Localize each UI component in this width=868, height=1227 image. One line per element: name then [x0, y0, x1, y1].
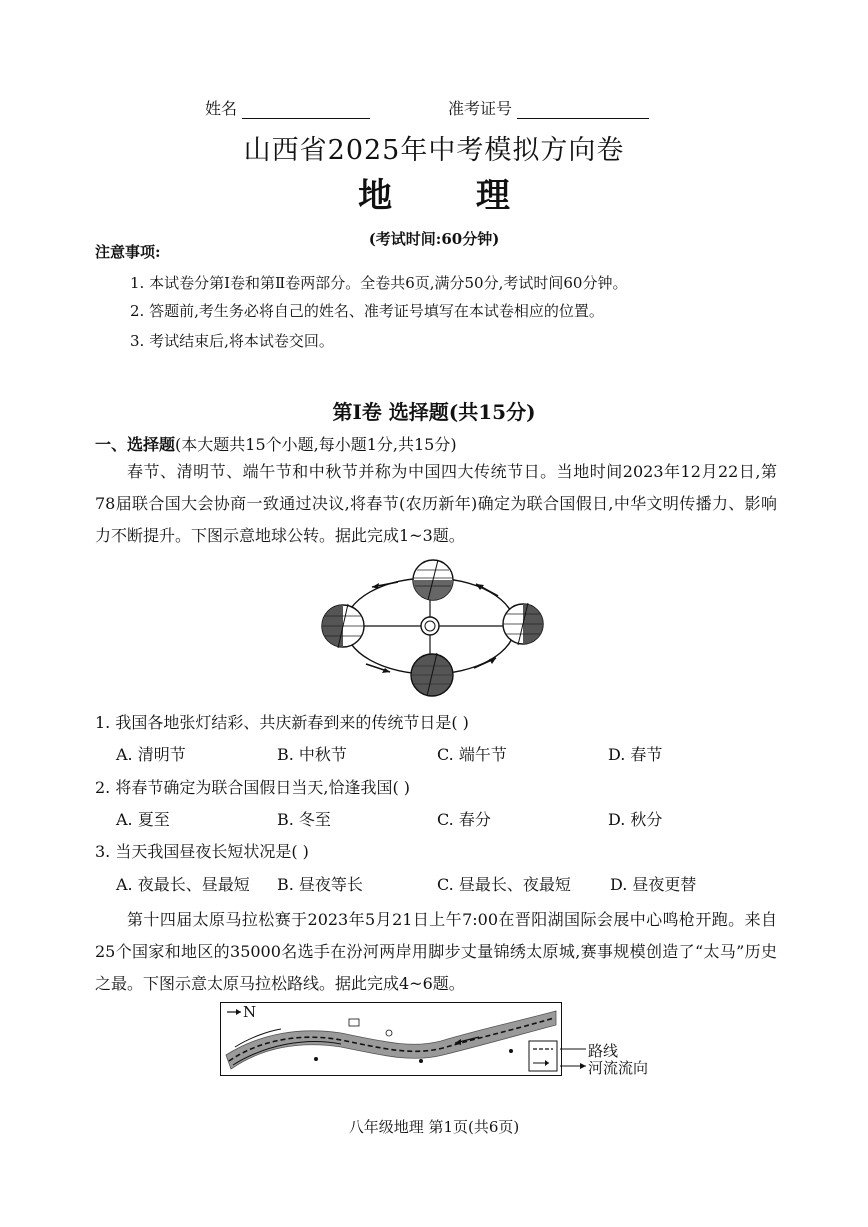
passage-2: 第十四届太原马拉松赛于2023年5月21日上午7:00在晋阳湖国际会展中心鸣枪开跑。来自25个国家和地区的35000名选手在汾河两岸用脚步丈量锦绣太原城,赛事规模创造了“太马”历史之最。下图示意太原马拉松路线。据此完成4~6题。 — [95, 910, 777, 993]
legend-leader-lines — [560, 1040, 588, 1080]
option: A. 夜最长、昼最短 — [116, 875, 250, 894]
notes-heading: 注意事项: — [95, 243, 161, 261]
earth-orbit-diagram — [310, 548, 550, 700]
option: A. 夏至 — [116, 810, 170, 829]
option: B. 昼夜等长 — [277, 875, 363, 894]
question-1-options — [116, 742, 662, 765]
earth-icon — [322, 604, 364, 648]
question-2-stem: 2. 将春节确定为联合国假日当天,恰逢我国( ) — [95, 778, 411, 797]
marathon-route-map — [220, 1002, 562, 1076]
earth-icon — [503, 603, 543, 645]
part-heading: 一、选择题 — [95, 435, 176, 454]
option: D. 昼夜更替 — [610, 875, 697, 894]
name-field — [205, 96, 370, 119]
exam-id-blank — [517, 102, 649, 119]
question-3-stem: 3. 当天我国昼夜长短状况是( ) — [95, 842, 309, 861]
river-band — [226, 1011, 556, 1069]
earth-icon — [411, 653, 453, 696]
option: C. 春分 — [437, 810, 491, 829]
name-label: 姓名 — [205, 99, 238, 118]
option: C. 端午节 — [437, 745, 507, 764]
option: C. 昼最长、夜最短 — [437, 875, 571, 894]
question-3-options — [116, 872, 696, 895]
option: D. 春节 — [608, 745, 663, 764]
option: A. 清明节 — [116, 745, 186, 764]
passage-1: 春节、清明节、端午节和中秋节并称为中国四大传统节日。当地时间2023年12月22日,第78届联合国大会协商一致通过决议,将春节(农历新年)确定为联合国假日,中华文明传播力、影响力不断提升。下图示意地球公转。据此完成1~3题。 — [95, 462, 777, 545]
option: D. 秋分 — [608, 810, 663, 829]
name-blank — [242, 102, 370, 119]
question-2-options — [116, 807, 662, 830]
exam-id-label: 准考证号 — [448, 99, 513, 118]
option: B. 冬至 — [277, 810, 331, 829]
question-1-stem: 1. 我国各地张灯结彩、共庆新春到来的传统节日是( ) — [95, 713, 469, 732]
exam-title: 山西省2025年中考模拟方向卷 — [243, 135, 625, 166]
option: B. 中秋节 — [277, 745, 347, 764]
legend-river-label: 河流流向 — [588, 1059, 649, 1077]
part-desc: (本大题共15个小题,每小题1分,共15分) — [175, 435, 457, 454]
part-heading-line — [95, 432, 457, 455]
earth-icon — [413, 560, 453, 600]
north-arrow-icon — [227, 1009, 241, 1015]
note-item: 1. 本试卷分第Ⅰ卷和第Ⅱ卷两部分。全卷共6页,满分50分,考试时间60分钟。 — [130, 274, 628, 292]
north-label: N — [243, 1003, 257, 1021]
section-title: 第Ⅰ卷 选择题(共15分) — [332, 400, 536, 424]
sun-icon — [421, 617, 439, 635]
note-item: 3. 考试结束后,将本试卷交回。 — [130, 332, 334, 350]
subject-title: 地 理 — [358, 176, 546, 216]
legend-route-label: 路线 — [588, 1042, 619, 1060]
exam-time: (考试时间:60分钟) — [368, 230, 500, 248]
note-item: 2. 答题前,考生务必将自己的姓名、准考证号填写在本试卷相应的位置。 — [130, 302, 604, 320]
exam-id-field — [448, 96, 649, 119]
page-footer: 八年级地理 第1页(共6页) — [348, 1118, 520, 1136]
